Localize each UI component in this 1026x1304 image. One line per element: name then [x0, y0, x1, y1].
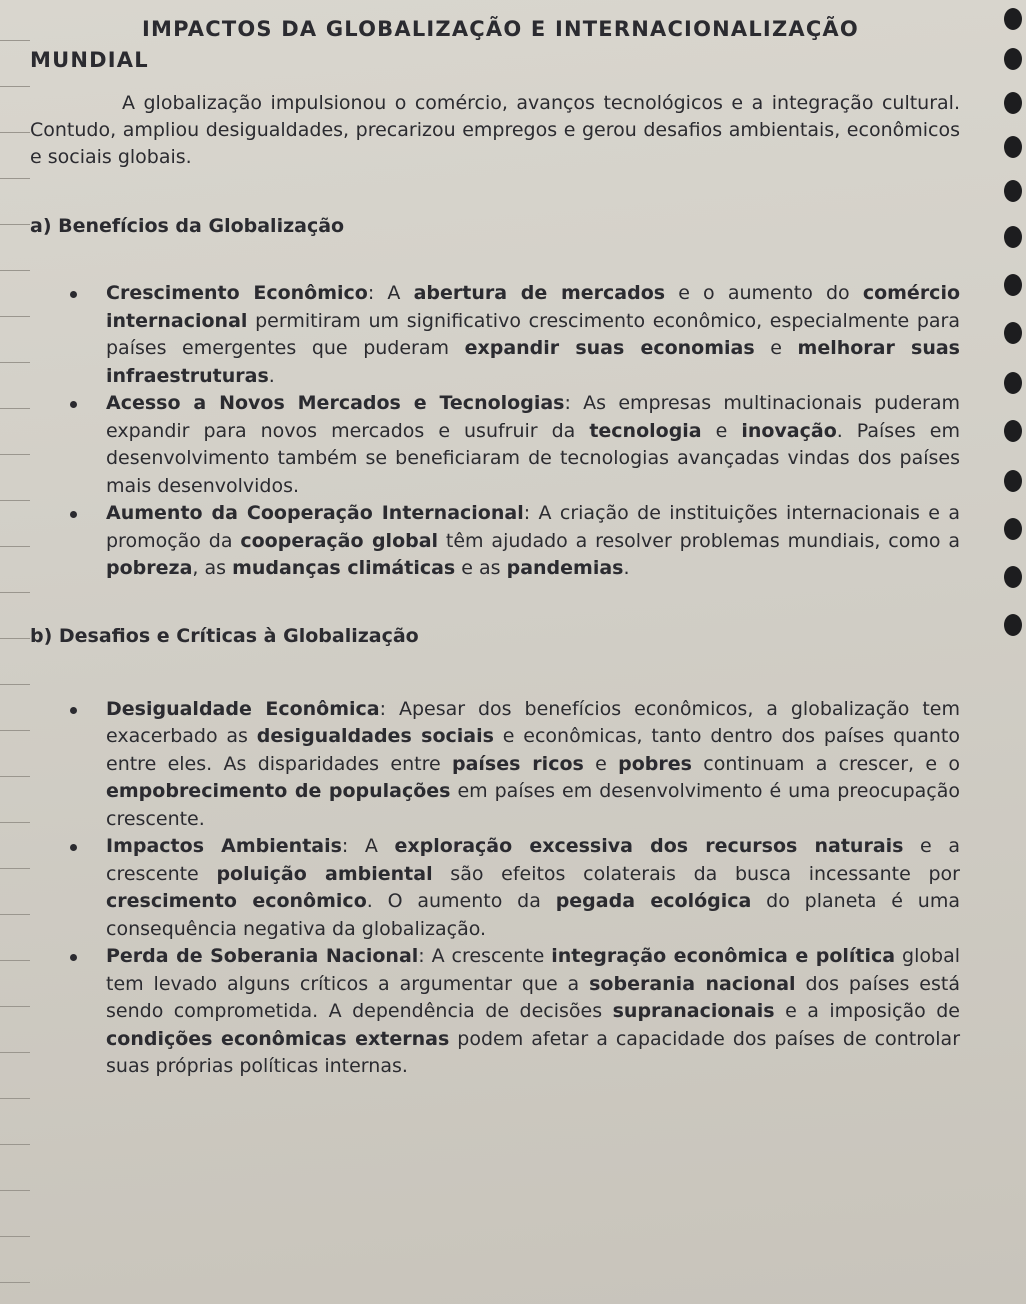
- bold-text: inovação: [741, 419, 837, 442]
- bullet-dot: [70, 401, 77, 408]
- page-title-line2: MUNDIAL: [30, 48, 149, 72]
- binder-hole: [1004, 92, 1022, 114]
- body-text: : A: [341, 835, 395, 857]
- margin-rule: [0, 40, 30, 41]
- body-text: e as: [455, 557, 507, 579]
- margin-rule: [0, 1006, 30, 1007]
- page-title: [30, 14, 960, 76]
- body-text: e a imposição de: [774, 1000, 960, 1022]
- list-item: [30, 390, 960, 500]
- bold-text: crescimento econômico: [106, 890, 367, 912]
- body-text: podem afetar a capacidade dos países de controlar suas próprias políticas internas.: [106, 1027, 960, 1077]
- bold-text: exploração excessiva dos recursos naturais: [394, 835, 904, 857]
- body-text: .: [623, 557, 630, 579]
- body-text: e: [701, 419, 742, 442]
- body-text: . O aumento da: [366, 890, 556, 912]
- bold-text: Impactos Ambientais: [106, 835, 342, 857]
- list-item: [30, 696, 960, 834]
- bold-text: pobres: [618, 752, 692, 775]
- margin-rule: [0, 86, 30, 87]
- margin-rule: [0, 776, 30, 777]
- margin-rule: [0, 500, 30, 501]
- margin-rule: [0, 822, 30, 823]
- bullet-dot: [70, 291, 77, 298]
- margin-rule: [0, 1190, 30, 1191]
- binder-hole: [1004, 518, 1022, 540]
- margin-rule: [0, 316, 30, 317]
- bold-text: tecnologia: [589, 419, 702, 442]
- body-text: têm ajudado a resolver problemas mundiais, como a: [438, 529, 960, 552]
- margin-rule: [0, 960, 30, 961]
- margin-rule: [0, 1236, 30, 1237]
- bold-text: Acesso a Novos Mercados e Tecnologias: [106, 392, 565, 414]
- binder-hole: [1004, 226, 1022, 248]
- list-item: [30, 280, 960, 390]
- challenges-list: [30, 696, 960, 1081]
- binder-hole: [1004, 48, 1022, 70]
- margin-rule: [0, 914, 30, 915]
- bullet-dot: [70, 844, 77, 851]
- body-text: : Apesar dos benefícios econômicos, a globalização tem exacerbado as: [106, 697, 960, 747]
- margin-rule: [0, 408, 30, 409]
- body-text: , as: [192, 557, 233, 579]
- page-title-line1: IMPACTOS DA GLOBALIZAÇÃO E INTERNACIONALIZAÇÃO: [142, 17, 859, 41]
- bold-text: integração econômica e política: [551, 945, 896, 967]
- bold-text: expandir suas economias: [464, 337, 755, 359]
- body-text: continuam a crescer, e o: [691, 752, 961, 775]
- margin-rule: [0, 1282, 30, 1283]
- section-heading-beneficios: a) Benefícios da Globalização: [30, 215, 345, 237]
- body-text: : A criação de instituições internacionais e a promoção da: [106, 502, 960, 552]
- margin-rule: [0, 270, 30, 271]
- bold-text: condições econômicas externas: [106, 1027, 450, 1050]
- section-heading-desafios: b) Desafios e Críticas à Globalização: [30, 624, 419, 647]
- body-text: em países em desenvolvimento é uma preocupação crescente.: [106, 780, 960, 830]
- bold-text: empobrecimento de populações: [106, 780, 451, 802]
- binder-holes: [982, 0, 1026, 1304]
- margin-rule: [0, 638, 30, 639]
- list-item: [30, 833, 960, 943]
- body-text: do planeta é uma consequência negativa da globalização.: [106, 890, 960, 940]
- body-text: . Países em desenvolvimento também se beneficiaram de tecnologias avançadas vindas dos países mais desenvolvidos.: [106, 419, 960, 497]
- list-item: [30, 500, 960, 583]
- bold-text: soberania nacional: [589, 972, 796, 995]
- bold-text: mudanças climáticas: [232, 557, 456, 579]
- bold-text: Aumento da Cooperação Internacional: [106, 502, 524, 524]
- binder-hole: [1004, 8, 1022, 30]
- intro-paragraph: A globalização impulsionou o comércio, avanços tecnológicos e a integração cultural. Contudo, ampliou desigualdades, precarizou empregos e gerou desafios ambientais, econômicos e sociais globais.: [30, 92, 960, 168]
- bold-text: comércio internacional: [106, 282, 961, 332]
- margin-rule: [0, 1052, 30, 1053]
- body-text: e econômicas, tanto dentro dos países quanto entre eles. As disparidades entre: [106, 725, 960, 775]
- bold-text: melhorar suas infraestruturas: [106, 337, 960, 387]
- margin-rule: [0, 224, 30, 225]
- binder-hole: [1004, 322, 1022, 344]
- margin-rule: [0, 684, 30, 685]
- bold-text: pegada ecológica: [555, 890, 752, 912]
- margin-rule: [0, 868, 30, 869]
- margin-rule: [0, 454, 30, 455]
- body-text: e: [754, 337, 798, 359]
- margin-rule: [0, 132, 30, 133]
- bullet-dot: [70, 511, 77, 518]
- bold-text: pobreza: [106, 557, 193, 579]
- bullet-dot: [70, 954, 77, 961]
- document-body: [30, 14, 960, 1081]
- margin-rule: [0, 546, 30, 547]
- bold-text: Crescimento Econômico: [106, 282, 368, 304]
- bold-text: poluição ambiental: [216, 862, 433, 885]
- bold-text: desigualdades sociais: [256, 725, 494, 747]
- body-text: são efeitos colaterais da busca incessante por: [432, 862, 960, 885]
- bold-text: países ricos: [451, 752, 584, 775]
- margin-rule: [0, 592, 30, 593]
- binder-hole: [1004, 470, 1022, 492]
- margin-rule: [0, 1144, 30, 1145]
- body-text: .: [268, 364, 275, 387]
- binder-hole: [1004, 372, 1022, 394]
- bold-text: Perda de Soberania Nacional: [106, 945, 419, 967]
- bold-text: pandemias: [506, 557, 624, 579]
- binder-hole: [1004, 180, 1022, 202]
- binder-hole: [1004, 614, 1022, 636]
- body-text: global tem levado alguns críticos a argumentar que a: [106, 945, 960, 995]
- bold-text: cooperação global: [240, 529, 439, 552]
- body-text: : A crescente: [418, 945, 552, 967]
- benefits-list: [30, 280, 960, 583]
- body-text: : As empresas multinacionais puderam expandir para novos mercados e usufruir da: [106, 392, 960, 442]
- body-text: e o aumento do: [665, 282, 863, 304]
- bold-text: supranacionais: [612, 1000, 775, 1022]
- body-text: e: [583, 752, 619, 775]
- body-text: dos países está sendo comprometida. A dependência de decisões: [106, 972, 960, 1022]
- margin-rule: [0, 1098, 30, 1099]
- body-text: permitiram um significativo crescimento econômico, especialmente para países emergentes que puderam: [106, 309, 960, 359]
- bold-text: Desigualdade Econômica: [106, 697, 380, 720]
- bold-text: abertura de mercados: [413, 282, 666, 304]
- list-item: [30, 943, 960, 1081]
- margin-rule: [0, 178, 30, 179]
- binder-hole: [1004, 274, 1022, 296]
- binder-hole: [1004, 420, 1022, 442]
- margin-rule: [0, 730, 30, 731]
- binder-hole: [1004, 136, 1022, 158]
- bullet-dot: [70, 707, 77, 714]
- body-text: : A: [367, 282, 414, 304]
- binder-hole: [1004, 566, 1022, 588]
- margin-rule: [0, 362, 30, 363]
- body-text: e a crescente: [106, 835, 960, 885]
